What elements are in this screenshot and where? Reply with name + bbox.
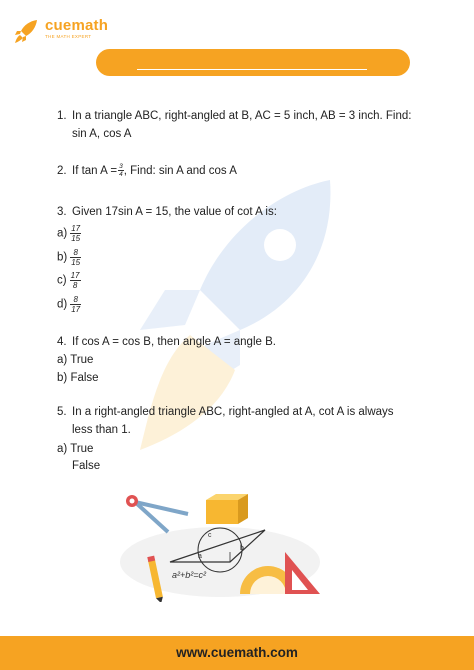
cube-icon bbox=[206, 494, 248, 524]
option-b: False bbox=[72, 460, 101, 472]
svg-text:a: a bbox=[198, 553, 202, 560]
brand-logo bbox=[14, 18, 108, 44]
option-a: a) True bbox=[57, 354, 94, 366]
pythagoras-equation: a²+b²=c² bbox=[172, 570, 207, 580]
brand-tagline: THE MATH EXPERT bbox=[45, 34, 92, 39]
option-b: b) $\frac{8}{15}$ bbox=[57, 248, 81, 267]
question-number: 3. bbox=[57, 206, 67, 218]
option-a: a) True bbox=[57, 443, 94, 455]
option-a: a) $\frac{17}{15}$ bbox=[57, 224, 81, 243]
fraction: $\frac{17}{8}$ bbox=[70, 271, 80, 290]
header-banner bbox=[96, 49, 410, 76]
footer-url[interactable]: www.cuemath.com bbox=[176, 645, 298, 660]
question-number: 1. bbox=[57, 110, 67, 122]
fraction: $\frac{8}{17}$ bbox=[71, 295, 81, 314]
brand-name: cuemath bbox=[45, 17, 109, 34]
question-number: 2. bbox=[57, 165, 67, 177]
compass-icon bbox=[126, 495, 188, 532]
option-d: d) $\frac{8}{17}$ bbox=[57, 295, 81, 314]
question-number: 4. bbox=[57, 336, 67, 348]
question-number: 5. bbox=[57, 406, 67, 418]
banner-underline bbox=[137, 69, 367, 70]
option-b: b) False bbox=[57, 372, 99, 384]
svg-text:c: c bbox=[208, 532, 212, 539]
svg-text:b: b bbox=[240, 545, 244, 552]
question-text: If cos A = cos B, then angle A = angle B. bbox=[72, 336, 276, 348]
fraction: $\frac{17}{15}$ bbox=[71, 224, 81, 243]
footer-bar bbox=[0, 636, 474, 670]
fraction: $\frac{3}{4}$ bbox=[119, 163, 123, 179]
option-c: c) $\frac{17}{8}$ bbox=[57, 271, 80, 290]
question-text: In a right-angled triangle ABC, right-angled at A, cot A is always bbox=[72, 406, 394, 418]
question-text: In a triangle ABC, right-angled at B, AC = 5 inch, AB = 3 inch. Find: bbox=[72, 110, 412, 122]
question-text-line2: less than 1. bbox=[72, 424, 131, 436]
rocket-logo-icon bbox=[14, 18, 40, 44]
question-text: Given 17sin A = 15, the value of cot A is: bbox=[72, 206, 277, 218]
question-text: If tan A = $\frac{3}{4}$ , Find: sin A and cos A bbox=[72, 163, 237, 179]
geometry-illustration bbox=[110, 492, 330, 602]
fraction: $\frac{8}{15}$ bbox=[71, 248, 81, 267]
question-text-line2: sin A, cos A bbox=[72, 128, 132, 140]
